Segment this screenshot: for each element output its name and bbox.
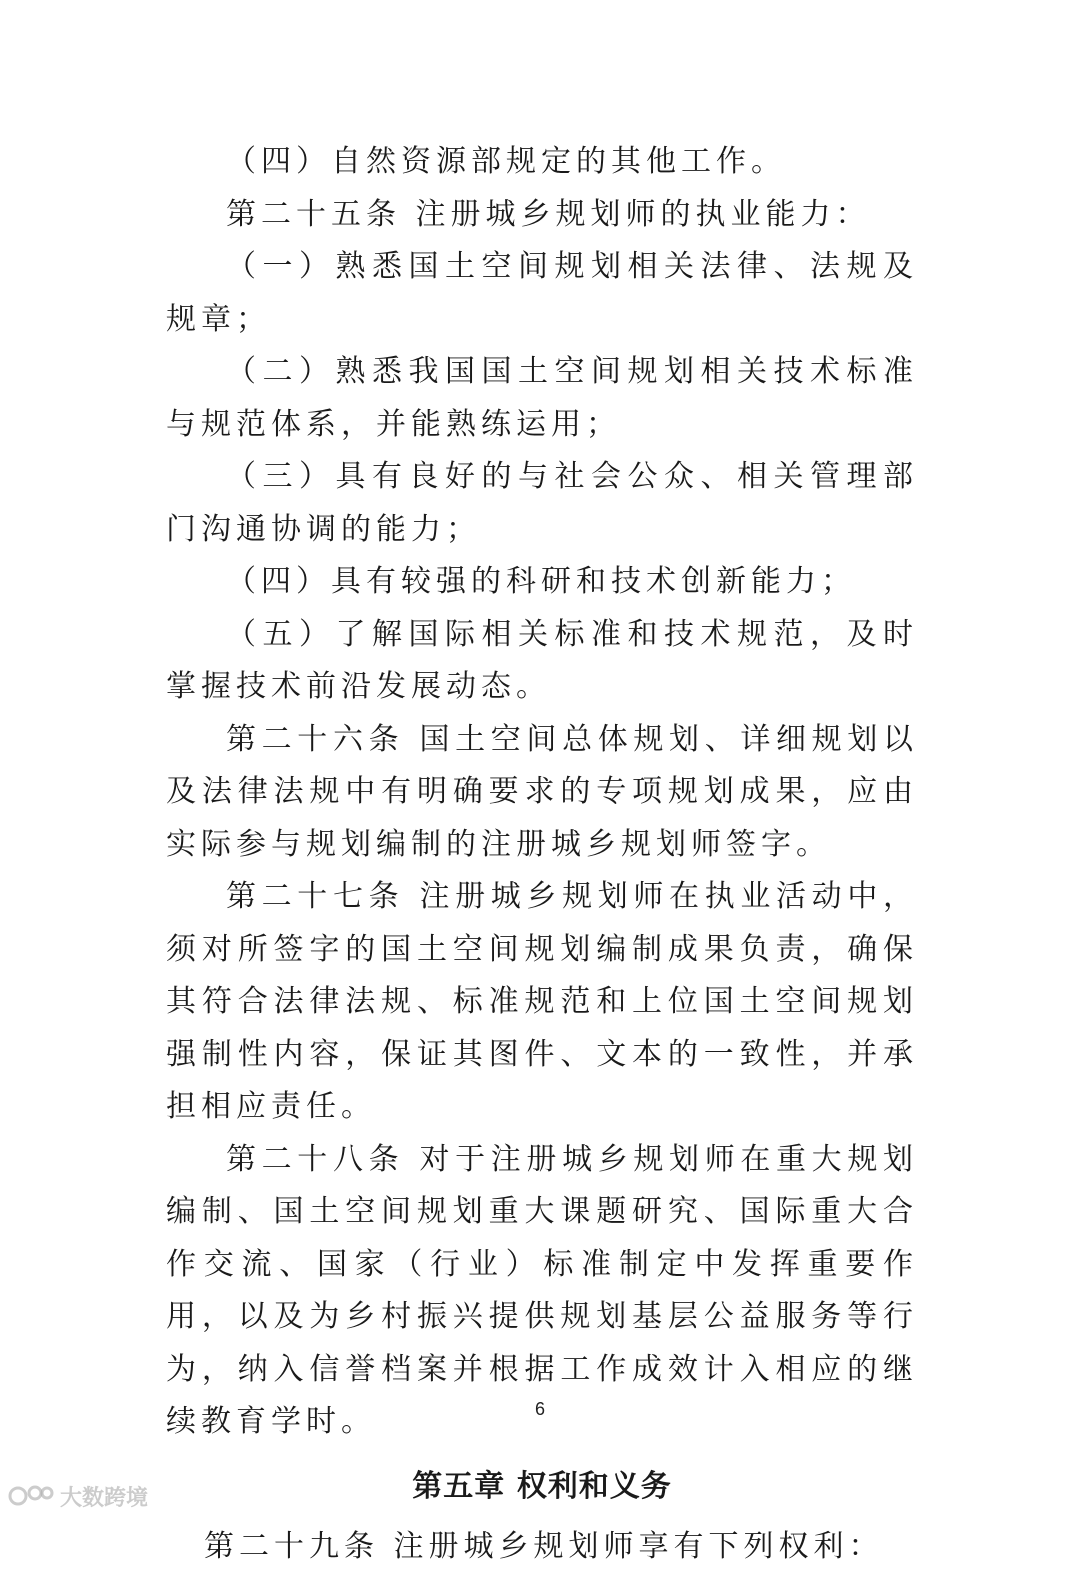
paragraph: 第二十九条 注册城乡规划师享有下列权利： — [166, 1521, 918, 1573]
chapter-heading: 第五章 权利和义务 — [166, 1457, 918, 1517]
watermark — [8, 1476, 148, 1516]
page-number: 6 — [0, 1399, 1080, 1420]
paragraph: 第二十八条 对于注册城乡规划师在重大规划编制、国土空间规划重大课题研究、国际重大合作交流、国家（行业）标准制定中发挥重要作用，以及为乡村振兴提供规划基层公益服务等行为，纳入信誉档案并根据工作成效计入相应的继续教育学时。 — [166, 1134, 918, 1449]
paragraph: （四）具有较强的科研和技术创新能力； — [166, 556, 918, 609]
paragraph: （一）熟悉国土空间规划相关法律、法规及规章； — [166, 241, 918, 346]
paragraph: （五）了解国际相关标准和技术规范，及时掌握技术前沿发展动态。 — [166, 609, 918, 714]
watermark-logo-icon — [8, 1481, 54, 1511]
text-block — [166, 136, 918, 1573]
paragraph: （二）熟悉我国国土空间规划相关技术标准与规范体系，并能熟练运用； — [166, 346, 918, 451]
paragraph: （四）自然资源部规定的其他工作。 — [166, 136, 918, 189]
paragraph: 第二十六条 国土空间总体规划、详细规划以及法律法规中有明确要求的专项规划成果，应由实际参与规划编制的注册城乡规划师签字。 — [166, 714, 918, 872]
watermark-text: 大数跨境 — [60, 1481, 148, 1512]
paragraph: 第二十七条 注册城乡规划师在执业活动中，须对所签字的国土空间规划编制成果负责，确保其符合法律法规、标准规范和上位国土空间规划强制性内容，保证其图件、文本的一致性，并承担相应责任。 — [166, 871, 918, 1134]
paragraph: （三）具有良好的与社会公众、相关管理部门沟通协调的能力； — [166, 451, 918, 556]
paragraph: 第二十五条 注册城乡规划师的执业能力： — [166, 189, 918, 242]
